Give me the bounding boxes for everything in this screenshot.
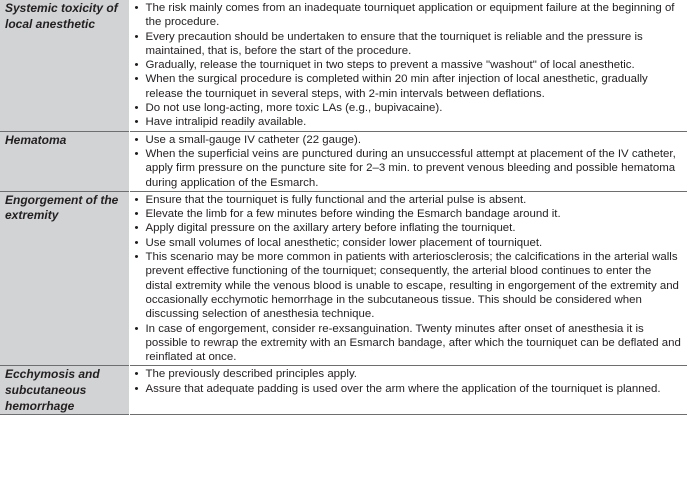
list-item	[133, 30, 682, 59]
complication-label: Engorgement of the extremity	[0, 191, 129, 366]
complication-label: Hematoma	[0, 131, 129, 191]
list-item-text: Gradually, release the tourniquet in two steps to prevent a massive "washout" of local anesthetic.	[145, 59, 635, 72]
recommendations-cell	[129, 131, 687, 191]
recommendation-list	[133, 133, 682, 190]
list-item	[133, 147, 682, 190]
list-item-text: Every precaution should be undertaken to ensure that the tourniquet is reliable and the pressure is maintained, that is, before the start of the procedure.	[145, 30, 643, 57]
recommendations-cell	[129, 0, 687, 131]
bullet-icon: •	[134, 59, 139, 72]
list-item	[133, 367, 682, 381]
recommendations-cell	[129, 191, 687, 366]
list-item-text: The risk mainly comes from an inadequate tourniquet application or equipment failure at the beginning of the procedure.	[145, 2, 675, 29]
complication-label: Ecchymosis and subcutaneous hemorrhage	[0, 366, 129, 415]
list-item	[133, 322, 682, 365]
list-item	[133, 133, 682, 147]
list-item-text: Assure that adequate padding is used over the arm where the application of the tourniquet is planned.	[145, 382, 661, 395]
list-item-text: This scenario may be more common in patients with arteriosclerosis; the calcifications in the arterial walls prevent effective functioning of the tourniquet; consequently, the arterial blood continues to enter the distal extremity while the venous blood is unable to escape, resulting in engorgement of the extremity and occasionally ecchymotic hemorrhage in the subcutaneous tissue. This should be considered when discussing selection of anesthesia technique.	[145, 251, 679, 321]
bullet-icon: •	[134, 251, 139, 264]
recommendation-list	[133, 1, 682, 130]
table-row	[0, 191, 687, 366]
list-item	[133, 58, 682, 72]
bullet-icon: •	[134, 133, 139, 146]
recommendation-list	[133, 367, 682, 396]
table-row	[0, 0, 687, 131]
bullet-icon: •	[134, 73, 139, 86]
list-item	[133, 250, 682, 321]
list-item-text: Elevate the limb for a few minutes before winding the Esmarch bandage around it.	[145, 208, 561, 221]
list-item	[133, 115, 682, 129]
table-row	[0, 131, 687, 191]
bullet-icon: •	[134, 2, 139, 14]
list-item	[133, 207, 682, 221]
recommendation-list	[133, 193, 682, 365]
list-item-text: Ensure that the tourniquet is fully functional and the arterial pulse is absent.	[145, 193, 527, 206]
list-item-text: Do not use long-acting, more toxic LAs (e.g., bupivacaine).	[145, 102, 443, 115]
bullet-icon: •	[134, 116, 139, 129]
list-item-text: Use a small-gauge IV catheter (22 gauge).	[145, 133, 362, 146]
list-item-text: The previously described principles apply.	[145, 368, 357, 381]
bullet-icon: •	[134, 30, 139, 43]
list-item	[133, 221, 682, 235]
bullet-icon: •	[134, 147, 139, 160]
complication-label: Systemic toxicity of local anesthetic	[0, 0, 129, 131]
list-item-text: When the superficial veins are punctured during an unsuccessful attempt at placement of the IV catheter, apply firm pressure on the puncture site for 2–3 min. to prevent venous bleeding and possible hematoma during application of the Esmarch.	[145, 147, 676, 189]
list-item	[133, 1, 682, 30]
list-item	[133, 101, 682, 115]
list-item	[133, 382, 682, 396]
list-item-text: Have intralipid readily available.	[145, 116, 307, 129]
bullet-icon: •	[134, 322, 139, 335]
bullet-icon: •	[134, 222, 139, 235]
list-item	[133, 193, 682, 207]
list-item-text: In case of engorgement, consider re-exsanguination. Twenty minutes after onset of anesthesia it is possible to rewrap the extremity with an Esmarch bandage, after which the tourniquet can be deflated and reinflated at once.	[145, 322, 681, 364]
list-item-text: Apply digital pressure on the axillary artery before inflating the tourniquet.	[145, 222, 516, 235]
list-item	[133, 236, 682, 250]
bullet-icon: •	[134, 368, 139, 381]
bullet-icon: •	[134, 236, 139, 249]
bullet-icon: •	[134, 102, 139, 115]
list-item-text: Use small volumes of local anesthetic; consider lower placement of tourniquet.	[145, 236, 543, 249]
list-item	[133, 72, 682, 101]
bullet-icon: •	[134, 382, 139, 395]
bullet-icon: •	[134, 208, 139, 221]
list-item-text: When the surgical procedure is completed within 20 min after injection of local anesthetic, gradually release the tourniquet in several steps, with 2-min intervals between deflations.	[145, 73, 648, 100]
table-row	[0, 366, 687, 415]
recommendations-cell	[129, 366, 687, 415]
bullet-icon: •	[134, 193, 139, 206]
